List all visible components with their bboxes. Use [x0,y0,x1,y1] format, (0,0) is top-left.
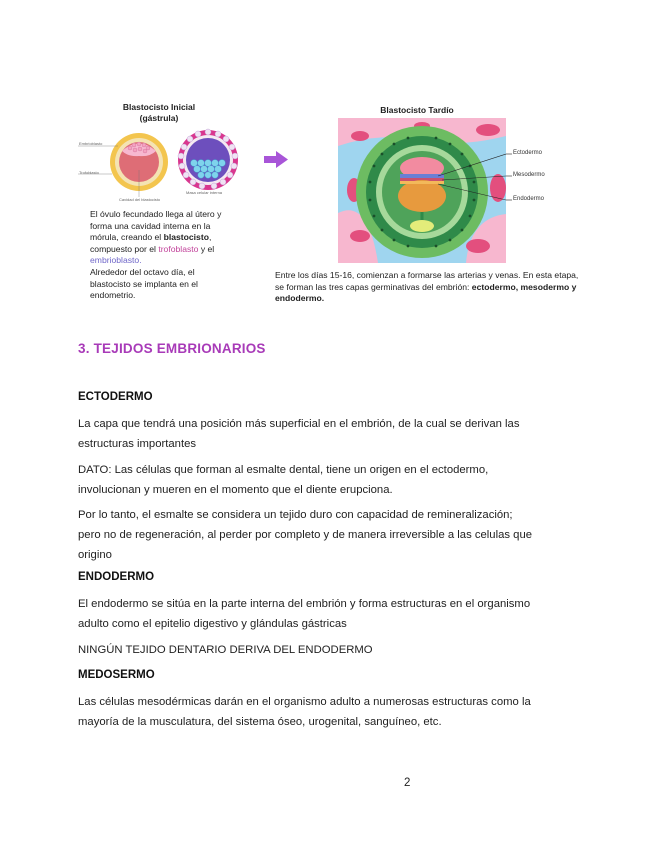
paragraph-line: pero no de regeneración, al perder por completo y de manera irreversible a las celulas que [78,529,533,541]
ectodermo-layer [400,174,444,178]
label-mesodermo: Mesodermo [513,172,545,178]
paragraph-mesodermo [78,692,588,732]
caption-right-line1: Entre los días 15-16, comienzan a formarse las arterias y venas. En esta etapa, [275,270,579,280]
blastocisto-inicial-illustration [78,124,248,206]
paragraph-line: estructuras importantes [78,438,197,450]
figure-left-title-line1: Blastocisto Inicial [122,102,196,112]
caption-left-line1: El óvulo fecundado llega al útero y [90,209,222,219]
caption-right-line2-a: se forman las tres capas germinativas del embrión: [275,281,472,292]
paragraph-line: involucionan y mueren en el momento que el diente erupciona. [78,484,393,496]
page-number: 2 [404,777,411,789]
caption-left-line4-c: y el [198,243,215,254]
caption-left-line2: forma una cavidad interna en la [90,220,211,231]
label-endodermo: Endodermo [513,196,545,202]
saco-vitelino [398,180,446,212]
caption-right-line3 [275,293,621,305]
caption-right-line2 [275,282,621,294]
caption-left-line7: blastocisto se implanta en el [90,278,198,289]
figure-left-title [104,102,214,124]
saco-vitelino-secundario [410,220,434,232]
paragraph-line: adulto como el epitelio digestivo y glándulas gástricas [78,618,347,630]
figure-right-title: Blastocisto Tardío [380,105,454,115]
caption-left-line8: endometrio. [90,290,136,301]
paragraph-endodermo [78,594,588,634]
heading-mesodermo: MEDOSERMO [78,669,155,681]
heading-endodermo: ENDODERMO [78,571,155,583]
pointer-lines-extension [506,150,512,205]
caption-left-line3-c: , [208,232,212,243]
paragraph-line: El endodermo se sitúa en la parte interna del embrión y forma estructuras en el organismo [78,598,531,610]
endodermo-layer [400,181,444,184]
caption-left-line4 [90,244,240,256]
paragraph-line: Por lo tanto, el esmalte se considera un tejido duro con capacidad de remineralización; [78,509,513,521]
label-ectodermo: Ectodermo [513,150,543,156]
note-endodermo: NINGÚN TEJIDO DENTARIO DERIVA DEL ENDODERMO [78,644,373,656]
figure-left-title-line2: (gástrula) [139,113,179,123]
figure-right-caption [275,270,621,305]
arrow-right-icon [264,151,288,168]
caption-left-embrioblasto: embrioblasto. [90,255,142,266]
label-masa-celular: Masa celular interna [186,190,223,195]
paragraph-line: origino [78,549,112,561]
paragraph-ectodermo-dato [78,460,588,500]
caption-right-line2-bold: ectodermo, mesodermo y [471,281,577,292]
caption-right-line3-bold: endodermo. [275,293,325,304]
section-title: 3. TEJIDOS EMBRIONARIOS [78,341,266,356]
paragraph-line: Las células mesodérmicas darán en el organismo adulto a numerosas estructuras como la [78,696,531,708]
paragraph-ectodermo-1 [78,414,588,454]
caption-left-blastocisto: blastocisto [163,232,209,243]
caption-left-trofoblasto: trofoblasto [158,243,199,254]
paragraph-line: mayoría de la musculatura, del sistema óseo, urogenital, sanguíneo, etc. [78,716,442,728]
figure-left-caption [90,209,240,302]
caption-left-line6: Alrededor del octavo día, el [90,266,195,277]
paragraph-ectodermo-esmalte [78,505,588,565]
caption-left-line3 [90,232,240,244]
label-cavidad-blastocisto: Cavidad del blastocisto [119,197,161,202]
caption-left-line4-a: compuesto por el [90,243,159,254]
paragraph-line: DATO: Las células que forman al esmalte dental, tiene un origen en el ectodermo, [78,464,489,476]
caption-left-line3-a: mórula, creando el [90,232,164,243]
label-embrioblasto: Embrioblasto [79,141,103,146]
blastocisto-tardio-illustration [338,118,506,263]
heading-ectodermo: ECTODERMO [78,391,153,403]
paragraph-line: La capa que tendrá una posición más superficial en el embrión, de la cual se derivan las [78,418,520,430]
label-trofoblasto: Trofoblasto [79,170,99,175]
